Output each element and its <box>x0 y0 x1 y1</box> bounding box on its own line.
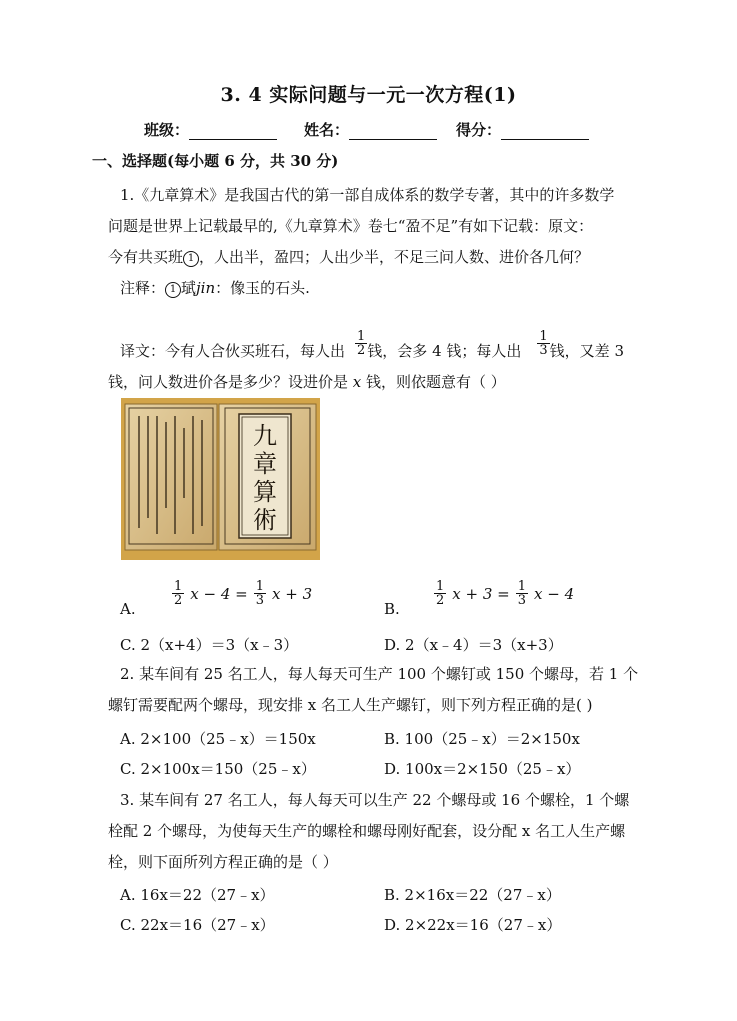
note-term: 珷 <box>181 279 197 297</box>
q1-option-b: $\frac{1}{2}$ x + 3 = $\frac{1}{3}$ x − 4 <box>436 579 575 608</box>
q1-line-2: 问题是世界上记载最早的,《九章算术》卷七“盈不足”有如下记载：原文： <box>108 217 594 235</box>
name-field <box>304 119 437 140</box>
q3-option-c: C. 22x＝16（27﹣x） <box>120 916 275 934</box>
note-pinyin: jin <box>196 279 216 297</box>
fraction-half: $\frac{1}{2}$ <box>357 329 366 358</box>
q1-note <box>120 278 310 298</box>
page-title: 3. 4 实际问题与一元一次方程(1) <box>220 84 517 106</box>
q1-option-b-label: B. <box>384 600 400 618</box>
circled-number: 1 <box>183 251 199 267</box>
q1-option-c: C. 2（x+4）＝3（x﹣3） <box>120 636 299 654</box>
q1-line-3-b: ，人出半，盈四；人出少半，不足三问人数、进价各几何？ <box>199 248 590 266</box>
variable-x: x <box>352 373 362 391</box>
fraction-third: $\frac{1}{3}$ <box>539 329 548 358</box>
section-heading: 一、选择题(每小题 6 分，共 30 分) <box>92 152 339 170</box>
q3-line-3: 栓，则下面所列方程正确的是（ ） <box>108 853 338 871</box>
book-char-3: 算 <box>253 478 277 506</box>
q3-option-a: A. 16x＝22（27﹣x） <box>120 886 275 904</box>
score-label: 得分： <box>456 121 502 139</box>
q3-line-1: 3. 某车间有 27 名工人，每人每天可以生产 22 个螺母或 16 个螺栓，1 个螺 <box>120 791 630 809</box>
q1-line-3-a: 今有共买班 <box>108 248 184 266</box>
q1-option-d: D. 2（x﹣4）＝3（x+3） <box>384 636 563 654</box>
q1-translation <box>120 329 624 361</box>
q2-option-a: A. 2×100（25﹣x）＝150x <box>120 730 316 748</box>
class-label: 班级： <box>144 121 190 139</box>
circled-number: 1 <box>165 282 181 298</box>
q2-option-b: B. 100（25﹣x）＝2×150x <box>384 730 580 748</box>
q1-line-1: 1.《九章算术》是我国古代的第一部自成体系的数学专著，其中的许多数学 <box>120 186 615 204</box>
translation-a: 译文：今有人合伙买班石，每人出 <box>120 342 346 360</box>
book-char-2: 章 <box>253 450 277 478</box>
class-field <box>144 119 277 140</box>
score-blank <box>501 123 589 140</box>
note-label: 注释： <box>120 279 166 297</box>
class-blank <box>189 123 277 140</box>
q3-line-2: 栓配 2 个螺母，为使每天生产的螺栓和螺母刚好配套，设分配 x 名工人生产螺 <box>108 822 626 840</box>
book-char-1: 九 <box>253 422 277 450</box>
q2-line-2: 螺钉需要配两个螺母，现安排 x 名工人生产螺钉，则下列方程正确的是( ) <box>108 696 593 714</box>
translation-c: 钱，又差 3 <box>549 342 624 360</box>
book-char-4: 術 <box>253 506 277 534</box>
name-blank <box>349 123 437 140</box>
book-photo <box>121 398 320 560</box>
q3-option-d: D. 2×22x＝16（27﹣x） <box>384 916 562 934</box>
q1-option-a-label: A. <box>120 600 136 618</box>
q1-line-3 <box>108 247 589 267</box>
q1-translation-2: 钱，问人数进价各是多少？设进价是 x 钱，则依题意有（ ） <box>108 373 506 391</box>
translation-b: 钱，会多 4 钱；每人出 <box>367 342 522 360</box>
q3-option-b: B. 2×16x＝22（27﹣x） <box>384 886 561 904</box>
note-meaning: ：像玉的石头. <box>215 279 310 297</box>
q1-option-a: $\frac{1}{2}$ x − 4 = $\frac{1}{3}$ x + 3 <box>174 579 313 608</box>
book-illustration <box>121 398 320 560</box>
score-field <box>456 119 589 140</box>
q2-option-c: C. 2×100x＝150（25﹣x） <box>120 760 316 778</box>
name-label: 姓名： <box>304 121 350 139</box>
q2-option-d: D. 100x＝2×150（25﹣x） <box>384 760 581 778</box>
q2-line-1: 2. 某车间有 25 名工人，每人每天可生产 100 个螺钉或 150 个螺母，若 1 个 <box>120 665 639 683</box>
